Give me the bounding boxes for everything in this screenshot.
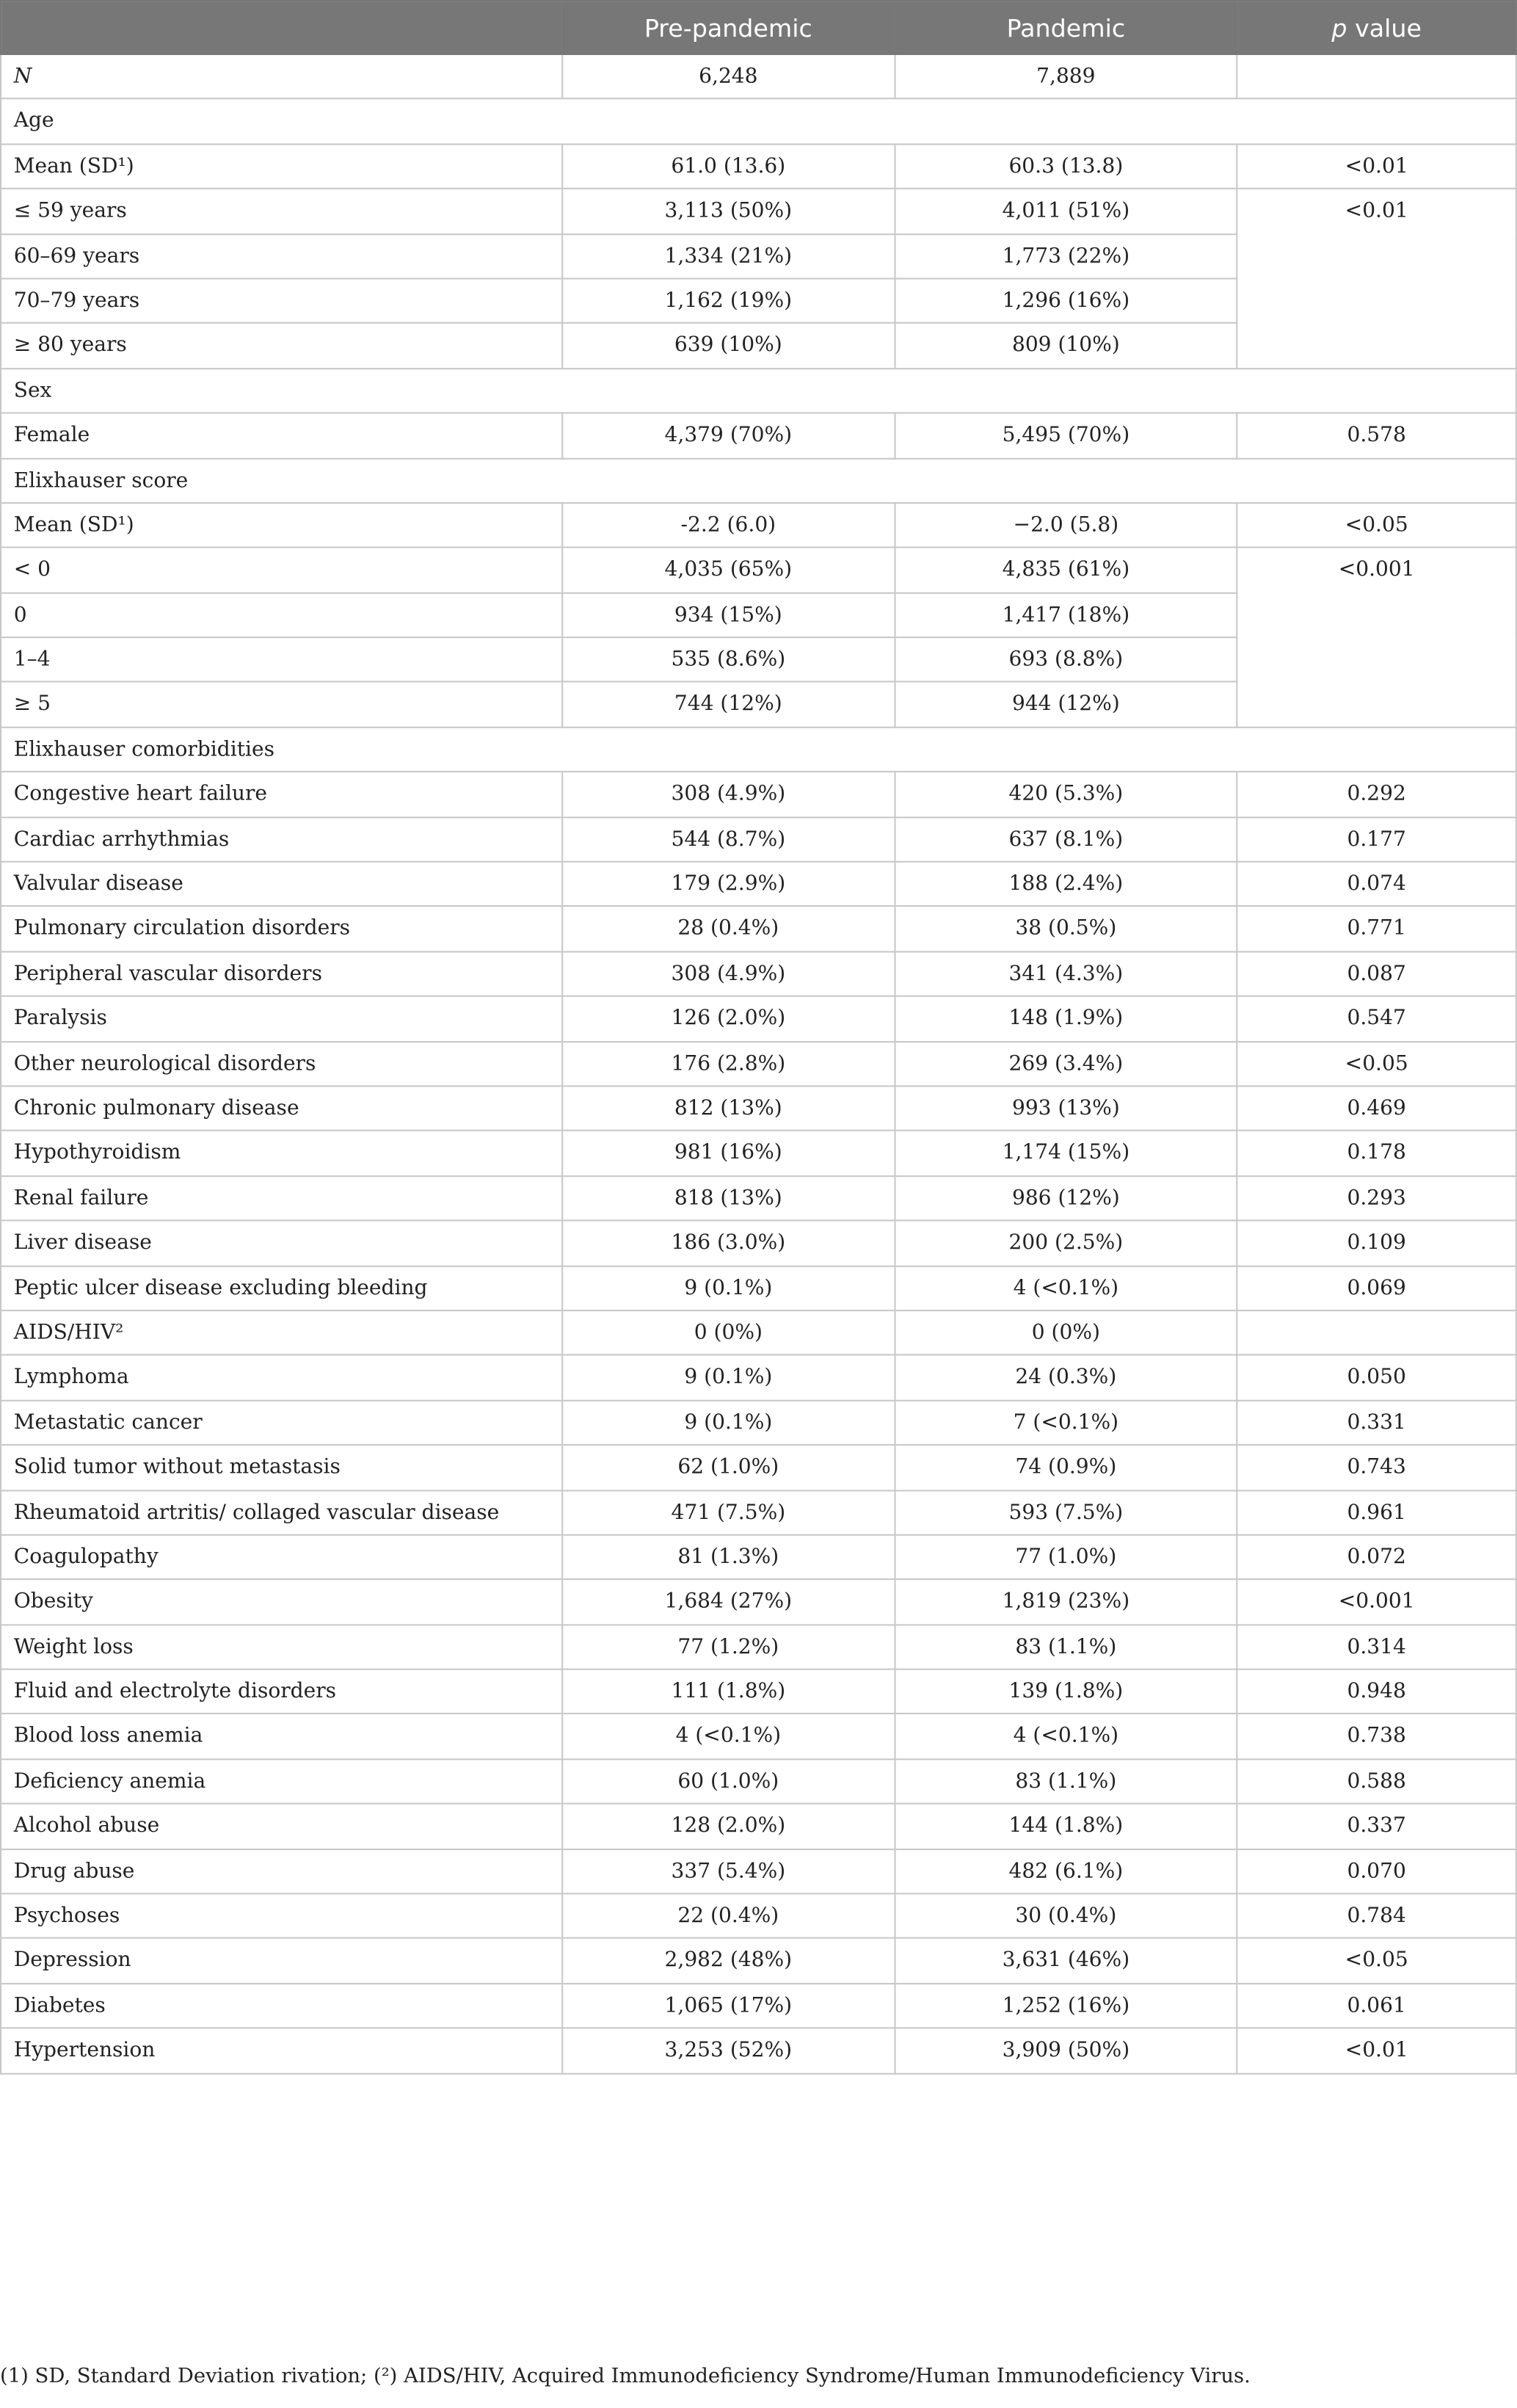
cell-pandemic: 593 (7.5%): [895, 1490, 1237, 1534]
cell-pre-pandemic: 4 (<0.1%): [562, 1714, 895, 1759]
cell-p-value: 0.070: [1237, 1849, 1516, 1893]
table-row: [1, 772, 1516, 817]
header-p-rest: value: [1347, 13, 1422, 43]
cell-pre-pandemic: 81 (1.3%): [562, 1535, 895, 1580]
cell-p-value: 0.961: [1237, 1490, 1516, 1534]
cell-p-value: <0.05: [1237, 503, 1516, 548]
cell-pandemic: 83 (1.1%): [895, 1759, 1237, 1804]
table-footnote: [0, 2365, 1251, 2388]
row-label: Peptic ulcer disease excluding bleeding: [1, 1266, 562, 1310]
cell-p-value: <0.001: [1237, 1580, 1516, 1625]
cell-pandemic: 5,495 (70%): [895, 413, 1237, 458]
row-label: AIDS/HIV²: [1, 1310, 562, 1355]
row-label: Weight loss: [1, 1625, 562, 1669]
cell-pre-pandemic: 639 (10%): [562, 323, 895, 368]
cell-pre-pandemic: 308 (4.9%): [562, 951, 895, 996]
cell-pandemic: 4,011 (51%): [895, 189, 1237, 233]
cell-pandemic: 83 (1.1%): [895, 1625, 1237, 1669]
cell-p-value: 0.061: [1237, 1984, 1516, 2028]
table-row: [1, 1310, 1516, 1355]
table-row: [1, 1535, 1516, 1580]
cell-pandemic: 60.3 (13.8): [895, 144, 1237, 189]
row-label: ≤ 59 years: [1, 189, 562, 233]
cell-p-value: <0.01: [1237, 144, 1516, 189]
cell-p-value: 0.069: [1237, 1266, 1516, 1310]
row-label: Renal failure: [1, 1176, 562, 1221]
table-row: [1, 1893, 1516, 1938]
cell-pre-pandemic: 77 (1.2%): [562, 1625, 895, 1669]
cell-pandemic: 200 (2.5%): [895, 1221, 1237, 1266]
cell-p-value: [1237, 54, 1516, 99]
row-label: Mean (SD¹): [1, 144, 562, 189]
table-row: [1, 1849, 1516, 1893]
table-row: [1, 1759, 1516, 1804]
cell-p-value: 0.331: [1237, 1400, 1516, 1445]
cell-pandemic: 1,252 (16%): [895, 1984, 1237, 2028]
cell-pandemic: 144 (1.8%): [895, 1804, 1237, 1849]
row-label: Metastatic cancer: [1, 1400, 562, 1445]
cell-pandemic: 269 (3.4%): [895, 1041, 1237, 1086]
cell-pandemic: 7 (<0.1%): [895, 1400, 1237, 1445]
cell-p-value: 0.293: [1237, 1176, 1516, 1221]
row-label: Blood loss anemia: [1, 1714, 562, 1759]
cell-p-value: 0.588: [1237, 1759, 1516, 1804]
table-row: [1, 1669, 1516, 1714]
cell-pandemic: 993 (13%): [895, 1086, 1237, 1131]
table-row: [1, 1086, 1516, 1131]
row-label: Congestive heart failure: [1, 772, 562, 817]
cell-pandemic: 148 (1.9%): [895, 996, 1237, 1041]
cell-pre-pandemic: -2.2 (6.0): [562, 503, 895, 548]
row-label: Female: [1, 413, 562, 458]
cell-pandemic: 1,296 (16%): [895, 278, 1237, 323]
row-label: Other neurological disorders: [1, 1041, 562, 1086]
row-label: Drug abuse: [1, 1849, 562, 1893]
row-label: ≥ 5: [1, 682, 562, 727]
table-row: [1, 503, 1516, 548]
cell-p-value: <0.001: [1237, 548, 1516, 727]
cell-pre-pandemic: 744 (12%): [562, 682, 895, 727]
row-label: Rheumatoid artritis/ collaged vascular disease: [1, 1490, 562, 1534]
row-label: Chronic pulmonary disease: [1, 1086, 562, 1131]
cell-pre-pandemic: 934 (15%): [562, 592, 895, 637]
table-row: [1, 1176, 1516, 1221]
table-row: [1, 1939, 1516, 1984]
table-row: [1, 548, 1516, 592]
row-label: Hypothyroidism: [1, 1131, 562, 1176]
cell-pandemic: 4 (<0.1%): [895, 1266, 1237, 1310]
cell-pre-pandemic: 61.0 (13.6): [562, 144, 895, 189]
row-label: Paralysis: [1, 996, 562, 1041]
cell-pre-pandemic: 818 (13%): [562, 1176, 895, 1221]
cell-p-value: 0.314: [1237, 1625, 1516, 1669]
row-label: Elixhauser score: [1, 458, 1516, 503]
row-label: Age: [1, 99, 1516, 144]
cell-pandemic: 1,819 (23%): [895, 1580, 1237, 1625]
row-label: 60–69 years: [1, 233, 562, 278]
cell-p-value: 0.337: [1237, 1804, 1516, 1849]
cell-pandemic: 7,889: [895, 54, 1237, 99]
cell-pandemic: 944 (12%): [895, 682, 1237, 727]
table-row: [1, 1400, 1516, 1445]
table-row: [1, 1984, 1516, 2028]
cell-pre-pandemic: 9 (0.1%): [562, 1355, 895, 1400]
cell-pandemic: 4,835 (61%): [895, 548, 1237, 592]
cell-pre-pandemic: 337 (5.4%): [562, 1849, 895, 1893]
section-row: [1, 458, 1516, 503]
cell-pandemic: 637 (8.1%): [895, 817, 1237, 862]
cell-pre-pandemic: 544 (8.7%): [562, 817, 895, 862]
cell-pre-pandemic: 471 (7.5%): [562, 1490, 895, 1534]
table-row: [1, 951, 1516, 996]
cell-pandemic: 38 (0.5%): [895, 907, 1237, 951]
row-label: 0: [1, 592, 562, 637]
table-row: [1, 54, 1516, 99]
table-row: [1, 907, 1516, 951]
cell-pandemic: 188 (2.4%): [895, 862, 1237, 907]
cell-pre-pandemic: 981 (16%): [562, 1131, 895, 1176]
cell-pre-pandemic: 308 (4.9%): [562, 772, 895, 817]
header-p-letter: p: [1331, 13, 1347, 43]
row-label: Valvular disease: [1, 862, 562, 907]
cell-pandemic: 139 (1.8%): [895, 1669, 1237, 1714]
cell-pre-pandemic: 1,334 (21%): [562, 233, 895, 278]
cell-p-value: 0.072: [1237, 1535, 1516, 1580]
cell-pandemic: 341 (4.3%): [895, 951, 1237, 996]
row-label: N: [1, 54, 562, 99]
cell-p-value: 0.050: [1237, 1355, 1516, 1400]
cell-p-value: 0.784: [1237, 1893, 1516, 1938]
table-row: [1, 1804, 1516, 1849]
table-row: [1, 996, 1516, 1041]
row-label: ≥ 80 years: [1, 323, 562, 368]
cell-p-value: 0.074: [1237, 862, 1516, 907]
row-label: Solid tumor without metastasis: [1, 1445, 562, 1490]
row-label: Sex: [1, 369, 1516, 413]
row-label: Elixhauser comorbidities: [1, 727, 1516, 772]
cell-p-value: 0.109: [1237, 1221, 1516, 1266]
cell-pre-pandemic: 2,982 (48%): [562, 1939, 895, 1984]
table-row: [1, 1131, 1516, 1176]
cell-pandemic: 0 (0%): [895, 1310, 1237, 1355]
cell-pandemic: 420 (5.3%): [895, 772, 1237, 817]
table-row: [1, 413, 1516, 458]
row-label: Pulmonary circulation disorders: [1, 907, 562, 951]
cell-pre-pandemic: 126 (2.0%): [562, 996, 895, 1041]
cell-pre-pandemic: 1,065 (17%): [562, 1984, 895, 2028]
header-pre-pandemic: Pre-pandemic: [562, 1, 895, 54]
table-row: [1, 189, 1516, 233]
cell-pre-pandemic: 812 (13%): [562, 1086, 895, 1131]
row-label: Liver disease: [1, 1221, 562, 1266]
row-label: < 0: [1, 548, 562, 592]
table-row: [1, 1625, 1516, 1669]
cell-pre-pandemic: 62 (1.0%): [562, 1445, 895, 1490]
cell-pandemic: 1,174 (15%): [895, 1131, 1237, 1176]
cell-pre-pandemic: 60 (1.0%): [562, 1759, 895, 1804]
cell-p-value: 0.087: [1237, 951, 1516, 996]
table-row: [1, 1221, 1516, 1266]
header-p-value: [1237, 1, 1516, 54]
cell-pre-pandemic: 22 (0.4%): [562, 1893, 895, 1938]
row-label: Coagulopathy: [1, 1535, 562, 1580]
table-header-row: [1, 1, 1516, 54]
cell-pandemic: 482 (6.1%): [895, 1849, 1237, 1893]
cell-p-value: <0.05: [1237, 1041, 1516, 1086]
row-label: Obesity: [1, 1580, 562, 1625]
cell-pandemic: 3,631 (46%): [895, 1939, 1237, 1984]
row-label: Mean (SD¹): [1, 503, 562, 548]
cell-pre-pandemic: 179 (2.9%): [562, 862, 895, 907]
table-row: [1, 1580, 1516, 1625]
cell-p-value: <0.01: [1237, 189, 1516, 368]
cell-pre-pandemic: 1,162 (19%): [562, 278, 895, 323]
cell-pre-pandemic: 9 (0.1%): [562, 1266, 895, 1310]
table-row: [1, 1355, 1516, 1400]
cell-pandemic: 986 (12%): [895, 1176, 1237, 1221]
row-label: 70–79 years: [1, 278, 562, 323]
cell-pandemic: 3,909 (50%): [895, 2028, 1237, 2073]
cell-pre-pandemic: 186 (3.0%): [562, 1221, 895, 1266]
row-label: Peripheral vascular disorders: [1, 951, 562, 996]
footnote-text: (1) SD, Standard Deviation rivation; (²) AIDS/HIV, Acquired Immunodeficiency Syndrome/Human Immunodeficiency Virus.: [0, 2365, 1251, 2389]
cell-p-value: <0.05: [1237, 1939, 1516, 1984]
cell-pre-pandemic: 3,113 (50%): [562, 189, 895, 233]
cell-pre-pandemic: 4,379 (70%): [562, 413, 895, 458]
cell-p-value: 0.547: [1237, 996, 1516, 1041]
cell-pandemic: 30 (0.4%): [895, 1893, 1237, 1938]
cell-pre-pandemic: 1,684 (27%): [562, 1580, 895, 1625]
cell-p-value: 0.178: [1237, 1131, 1516, 1176]
table-row: [1, 1041, 1516, 1086]
cell-p-value: 0.578: [1237, 413, 1516, 458]
table-row: [1, 862, 1516, 907]
cell-pre-pandemic: 9 (0.1%): [562, 1400, 895, 1445]
cell-pre-pandemic: 3,253 (52%): [562, 2028, 895, 2073]
cell-pre-pandemic: 0 (0%): [562, 1310, 895, 1355]
cell-p-value: <0.01: [1237, 2028, 1516, 2073]
cell-pandemic: 809 (10%): [895, 323, 1237, 368]
cell-pre-pandemic: 535 (8.6%): [562, 637, 895, 682]
table-row: [1, 1445, 1516, 1490]
section-row: [1, 727, 1516, 772]
cell-p-value: 0.738: [1237, 1714, 1516, 1759]
cell-p-value: 0.771: [1237, 907, 1516, 951]
cell-pandemic: 693 (8.8%): [895, 637, 1237, 682]
table-row: [1, 1714, 1516, 1759]
cell-p-value: 0.948: [1237, 1669, 1516, 1714]
table-row: [1, 817, 1516, 862]
table-row: [1, 2028, 1516, 2073]
cell-pandemic: 4 (<0.1%): [895, 1714, 1237, 1759]
cell-pandemic: 1,417 (18%): [895, 592, 1237, 637]
table-body: [1, 54, 1516, 2073]
cell-p-value: 0.743: [1237, 1445, 1516, 1490]
row-label: Psychoses: [1, 1893, 562, 1938]
row-label: Hypertension: [1, 2028, 562, 2073]
cell-pre-pandemic: 176 (2.8%): [562, 1041, 895, 1086]
row-label: 1–4: [1, 637, 562, 682]
cell-pre-pandemic: 28 (0.4%): [562, 907, 895, 951]
cell-p-value: [1237, 1310, 1516, 1355]
row-label: Deficiency anemia: [1, 1759, 562, 1804]
cell-pre-pandemic: 111 (1.8%): [562, 1669, 895, 1714]
row-label: Depression: [1, 1939, 562, 1984]
row-label: Cardiac arrhythmias: [1, 817, 562, 862]
cell-pre-pandemic: 6,248: [562, 54, 895, 99]
table-row: [1, 1490, 1516, 1534]
cell-pandemic: −2.0 (5.8): [895, 503, 1237, 548]
header-label-column: [1, 1, 562, 54]
section-row: [1, 99, 1516, 144]
cell-pre-pandemic: 128 (2.0%): [562, 1804, 895, 1849]
cell-pandemic: 24 (0.3%): [895, 1355, 1237, 1400]
table-row: [1, 1266, 1516, 1310]
row-label: Lymphoma: [1, 1355, 562, 1400]
cell-pre-pandemic: 4,035 (65%): [562, 548, 895, 592]
cell-p-value: 0.177: [1237, 817, 1516, 862]
cell-pandemic: 77 (1.0%): [895, 1535, 1237, 1580]
header-pandemic: Pandemic: [895, 1, 1237, 54]
row-label: Diabetes: [1, 1984, 562, 2028]
table-row: [1, 144, 1516, 189]
cell-pandemic: 1,773 (22%): [895, 233, 1237, 278]
row-label: Alcohol abuse: [1, 1804, 562, 1849]
section-row: [1, 369, 1516, 413]
cell-p-value: 0.292: [1237, 772, 1516, 817]
cell-pandemic: 74 (0.9%): [895, 1445, 1237, 1490]
row-label: Fluid and electrolyte disorders: [1, 1669, 562, 1714]
cell-p-value: 0.469: [1237, 1086, 1516, 1131]
